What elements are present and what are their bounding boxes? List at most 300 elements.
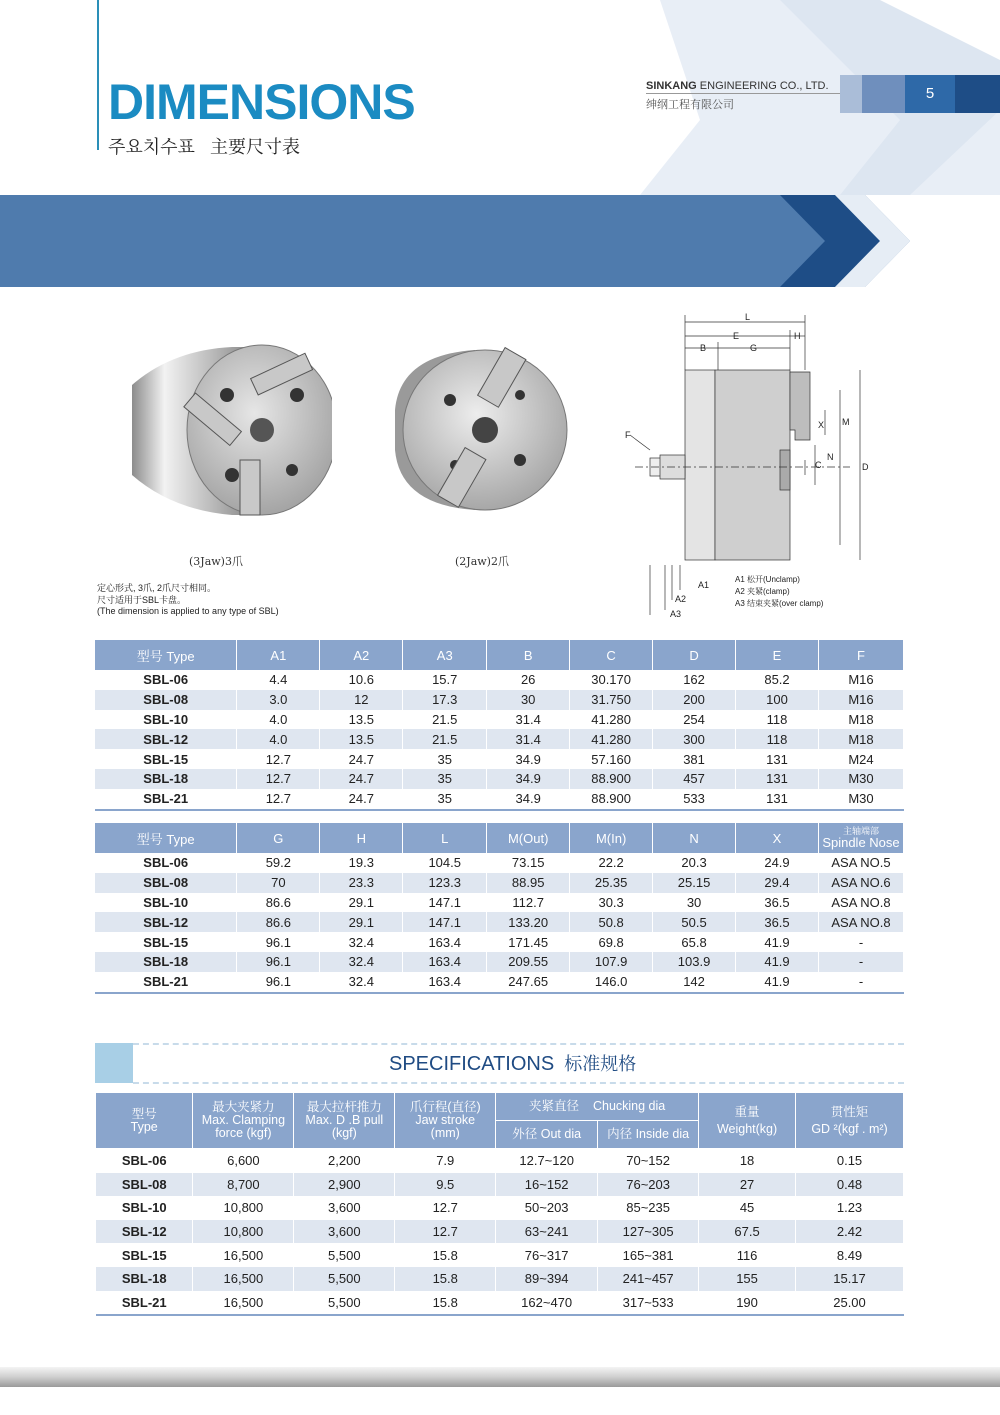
spec-header-weight — [699, 1093, 796, 1149]
table-row — [95, 670, 904, 690]
table-cell: 3,600 — [294, 1196, 395, 1220]
table-cell: ASA NO.8 — [818, 912, 903, 932]
table-cell: - — [818, 952, 903, 972]
table-cell: 5,500 — [294, 1291, 395, 1316]
table-cell: 12.7 — [395, 1196, 496, 1220]
table-cell: 2.42 — [796, 1220, 904, 1244]
table-cell: 27 — [699, 1173, 796, 1197]
svg-text:A1: A1 — [698, 580, 710, 590]
svg-text:X: X — [818, 420, 825, 430]
company-name-rest: ENGINEERING CO., LTD. — [696, 80, 829, 92]
col-header: A1 — [237, 640, 320, 670]
table-cell: 2,900 — [294, 1173, 395, 1197]
table-cell: 2,200 — [294, 1149, 395, 1173]
table-row — [95, 710, 904, 730]
model-cell: SBL-15 — [95, 749, 237, 769]
table-cell: M30 — [818, 789, 903, 810]
table-cell: 0.15 — [796, 1149, 904, 1173]
table-cell: 107.9 — [570, 952, 653, 972]
table-cell: 96.1 — [237, 952, 320, 972]
table-cell: 123.3 — [403, 873, 487, 893]
table-row — [96, 1220, 904, 1244]
table-cell: 131 — [736, 769, 819, 789]
table-cell: 31.750 — [570, 690, 653, 710]
table-header-row — [95, 823, 904, 853]
table-header-row — [95, 640, 904, 670]
model-cell: SBL-06 — [95, 853, 237, 873]
col-header: D — [653, 640, 736, 670]
table-cell: 133.20 — [487, 912, 570, 932]
table-cell: 163.4 — [403, 972, 487, 993]
table-row — [95, 972, 904, 993]
table-cell: 35 — [403, 749, 487, 769]
technical-drawing — [620, 310, 880, 630]
spec-header-stroke — [395, 1093, 496, 1149]
table-cell: 30 — [487, 690, 570, 710]
table-cell: 13.5 — [320, 710, 403, 730]
table-cell: 8.49 — [796, 1243, 904, 1267]
model-cell: SBL-15 — [95, 932, 237, 952]
table-cell: 31.4 — [487, 729, 570, 749]
table-cell: 3,600 — [294, 1220, 395, 1244]
svg-text:G: G — [750, 343, 758, 353]
table-cell: 12.7 — [237, 789, 320, 810]
table-row — [95, 873, 904, 893]
spec-header-chucking — [496, 1093, 699, 1121]
table-cell: 12 — [320, 690, 403, 710]
model-cell: SBL-08 — [95, 873, 237, 893]
svg-text:A2: A2 — [675, 594, 687, 604]
table-cell: 89~394 — [496, 1267, 598, 1291]
table-cell: M18 — [818, 729, 903, 749]
table-cell: 247.65 — [487, 972, 570, 993]
table-cell: 21.5 — [403, 710, 487, 730]
table-cell: 32.4 — [320, 952, 403, 972]
model-cell: SBL-21 — [95, 789, 237, 810]
banner-strip — [0, 195, 1000, 287]
table-cell: 15.8 — [395, 1267, 496, 1291]
spec-divider-bottom — [133, 1082, 904, 1084]
table-cell: 96.1 — [237, 972, 320, 993]
table-cell: 165~381 — [598, 1243, 699, 1267]
table-cell: 15.8 — [395, 1243, 496, 1267]
page-number: 5 — [905, 75, 955, 113]
caption-2jaw: (2Jaw)2爪 — [455, 555, 509, 568]
table-cell: M30 — [818, 769, 903, 789]
table-cell: 3.0 — [237, 690, 320, 710]
table-cell: 36.5 — [736, 912, 819, 932]
table-cell: 100 — [736, 690, 819, 710]
page-title: DIMENSIONS — [108, 74, 415, 130]
page-tab-dark — [955, 75, 1000, 113]
table-cell: 24.7 — [320, 789, 403, 810]
table-cell: 30 — [653, 893, 736, 913]
model-cell: SBL-12 — [95, 912, 237, 932]
table-cell: 381 — [653, 749, 736, 769]
table-cell: 70 — [237, 873, 320, 893]
table-cell: 26 — [487, 670, 570, 690]
table-cell: 21.5 — [403, 729, 487, 749]
table-cell: 86.6 — [237, 912, 320, 932]
table-cell: 41.9 — [736, 932, 819, 952]
caption-3jaw: (3Jaw)3爪 — [189, 555, 243, 568]
table-row — [95, 769, 904, 789]
table-cell: 23.3 — [320, 873, 403, 893]
header-accent-line — [97, 0, 99, 150]
table-row — [95, 729, 904, 749]
header-text: Max. D .B pull — [305, 1113, 384, 1127]
col-header: A2 — [320, 640, 403, 670]
col-header: M(In) — [570, 823, 653, 853]
table-cell: - — [818, 932, 903, 952]
table-cell: 4.0 — [237, 710, 320, 730]
table-cell: 103.9 — [653, 952, 736, 972]
company-name-bold: SINKANG — [646, 80, 697, 92]
model-cell: SBL-10 — [96, 1196, 193, 1220]
model-cell: SBL-10 — [95, 710, 237, 730]
header-text: (kgf) — [331, 1126, 357, 1140]
table-cell: 533 — [653, 789, 736, 810]
model-cell: SBL-12 — [96, 1220, 193, 1244]
svg-text:B: B — [700, 343, 707, 353]
table-cell: 163.4 — [403, 932, 487, 952]
table-cell: 22.2 — [570, 853, 653, 873]
table-cell: 70~152 — [598, 1149, 699, 1173]
table-row — [95, 912, 904, 932]
table-cell: 9.5 — [395, 1173, 496, 1197]
table-cell: 96.1 — [237, 932, 320, 952]
header-text: force (kgf) — [215, 1126, 272, 1140]
table-cell: 12.7 — [237, 749, 320, 769]
col-header: X — [736, 823, 819, 853]
dimensions-table-1 — [95, 640, 904, 811]
table-cell: 163.4 — [403, 952, 487, 972]
table-cell: 45 — [699, 1196, 796, 1220]
table-cell: 457 — [653, 769, 736, 789]
table-cell: 50.5 — [653, 912, 736, 932]
table-cell: 24.7 — [320, 749, 403, 769]
header-text: Type — [130, 1119, 158, 1134]
col-header: A3 — [403, 640, 487, 670]
table-cell: 59.2 — [237, 853, 320, 873]
svg-text:A2 夹紧(clamp): A2 夹紧(clamp) — [735, 587, 790, 596]
table-cell: 25.35 — [570, 873, 653, 893]
table-cell: 76~203 — [598, 1173, 699, 1197]
header-text: Jaw stroke — [415, 1113, 476, 1127]
table-cell: 50.8 — [570, 912, 653, 932]
note-line: 尺寸适用于SBL卡盘。 — [97, 594, 187, 605]
table-cell: 35 — [403, 769, 487, 789]
table-cell: M16 — [818, 670, 903, 690]
header-text: Chucking dia — [592, 1099, 666, 1113]
svg-text:C: C — [815, 460, 822, 470]
table-cell: 29.1 — [320, 912, 403, 932]
table-cell: 5,500 — [294, 1243, 395, 1267]
table-cell: M24 — [818, 749, 903, 769]
header-text: 重量 — [734, 1104, 760, 1119]
table-cell: 41.9 — [736, 952, 819, 972]
col-header: N — [653, 823, 736, 853]
table-cell: 16~152 — [496, 1173, 598, 1197]
table-cell: 12.7 — [237, 769, 320, 789]
table-cell: ASA NO.5 — [818, 853, 903, 873]
chuck-3jaw-photo — [112, 325, 332, 525]
table-cell: 29.1 — [320, 893, 403, 913]
header-text: 型号 — [131, 1106, 157, 1121]
table-cell: 15.17 — [796, 1267, 904, 1291]
table-cell: 12.7 — [395, 1220, 496, 1244]
table-cell: 41.280 — [570, 710, 653, 730]
table-cell: 171.45 — [487, 932, 570, 952]
table-cell: 88.900 — [570, 789, 653, 810]
table-cell: ASA NO.6 — [818, 873, 903, 893]
col-header: L — [403, 823, 487, 853]
table-cell: 19.3 — [320, 853, 403, 873]
table-cell: 6,600 — [193, 1149, 294, 1173]
table-cell: 20.3 — [653, 853, 736, 873]
table-cell: 88.95 — [487, 873, 570, 893]
table-cell: 41.280 — [570, 729, 653, 749]
header-text: 夹紧直径 — [529, 1099, 580, 1113]
page-tab-mid — [862, 75, 905, 113]
table-row — [96, 1196, 904, 1220]
subtitle-korean: 주요치수표 — [108, 137, 195, 157]
table-cell: 30.3 — [570, 893, 653, 913]
table-cell: 127~305 — [598, 1220, 699, 1244]
table-cell: 112.7 — [487, 893, 570, 913]
table-cell: 85~235 — [598, 1196, 699, 1220]
spec-header-row-1 — [96, 1093, 904, 1121]
table-cell: 300 — [653, 729, 736, 749]
col-header: B — [487, 640, 570, 670]
spec-header-type — [96, 1093, 193, 1149]
table-row — [96, 1291, 904, 1316]
table-cell: 63~241 — [496, 1220, 598, 1244]
table-cell: 15.7 — [403, 670, 487, 690]
table-cell: 73.15 — [487, 853, 570, 873]
table-cell: 24.7 — [320, 769, 403, 789]
table-cell: 147.1 — [403, 893, 487, 913]
svg-text:N: N — [827, 452, 834, 462]
table-cell: 162 — [653, 670, 736, 690]
table-cell: 104.5 — [403, 853, 487, 873]
header-text: 最大夹紧力 — [212, 1100, 275, 1114]
company-name — [646, 79, 829, 93]
table-cell: 15.8 — [395, 1291, 496, 1316]
table-cell: 209.55 — [487, 952, 570, 972]
model-cell: SBL-06 — [96, 1149, 193, 1173]
table-cell: 146.0 — [570, 972, 653, 993]
footer-bar — [0, 1367, 1000, 1387]
table-cell: 86.6 — [237, 893, 320, 913]
table-cell: 155 — [699, 1267, 796, 1291]
model-cell: SBL-10 — [95, 893, 237, 913]
model-cell: SBL-21 — [95, 972, 237, 993]
spec-title-en: SPECIFICATIONS — [389, 1053, 555, 1075]
table-cell: 10,800 — [193, 1196, 294, 1220]
table-cell: 29.4 — [736, 873, 819, 893]
model-cell: SBL-15 — [96, 1243, 193, 1267]
table-cell: 32.4 — [320, 932, 403, 952]
table-cell: M18 — [818, 710, 903, 730]
spec-header-out-dia: 外径 Out dia — [496, 1121, 598, 1149]
svg-text:A3: A3 — [670, 609, 682, 619]
photo-note — [97, 583, 279, 618]
model-cell: SBL-21 — [96, 1291, 193, 1316]
table-cell: 67.5 — [699, 1220, 796, 1244]
table-cell: 8,700 — [193, 1173, 294, 1197]
table-cell: 190 — [699, 1291, 796, 1316]
col-header: G — [237, 823, 320, 853]
spindle-header-cn: 主轴端部 — [842, 826, 879, 836]
col-header: E — [736, 640, 819, 670]
col-header-spindle — [818, 823, 903, 853]
table-cell: 65.8 — [653, 932, 736, 952]
header-text: Weight(kg) — [716, 1121, 778, 1136]
svg-text:L: L — [745, 312, 751, 322]
model-cell: SBL-18 — [95, 952, 237, 972]
table-cell: 118 — [736, 710, 819, 730]
table-cell: 4.0 — [237, 729, 320, 749]
company-name-chinese: 绅纲工程有限公司 — [646, 98, 734, 111]
specifications-table — [96, 1093, 904, 1316]
table-cell: 85.2 — [736, 670, 819, 690]
company-underline — [646, 93, 846, 94]
note-line: (The dimension is applied to any type of SBL) — [97, 606, 279, 616]
table-row — [95, 749, 904, 769]
table-cell: 131 — [736, 789, 819, 810]
table-cell: 4.4 — [237, 670, 320, 690]
model-cell: SBL-08 — [96, 1173, 193, 1197]
col-header: C — [570, 640, 653, 670]
page-subtitle — [108, 136, 300, 158]
col-header: H — [320, 823, 403, 853]
table-cell: 76~317 — [496, 1243, 598, 1267]
table-row — [95, 932, 904, 952]
table-cell: 34.9 — [487, 769, 570, 789]
table-cell: 5,500 — [294, 1267, 395, 1291]
model-cell: SBL-12 — [95, 729, 237, 749]
table-cell: 16,500 — [193, 1291, 294, 1316]
spec-section-marker — [95, 1043, 133, 1083]
svg-text:A1 松开(Unclamp): A1 松开(Unclamp) — [735, 575, 800, 584]
table-cell: 25.15 — [653, 873, 736, 893]
spec-header-inertia — [796, 1093, 904, 1149]
spec-header-clamp — [193, 1093, 294, 1149]
table-cell: 57.160 — [570, 749, 653, 769]
table-cell: 10.6 — [320, 670, 403, 690]
spec-divider-top — [133, 1043, 904, 1045]
table-cell: 12.7~120 — [496, 1149, 598, 1173]
table-cell: 30.170 — [570, 670, 653, 690]
table-cell: 50~203 — [496, 1196, 598, 1220]
table-cell: ASA NO.8 — [818, 893, 903, 913]
table-row — [95, 952, 904, 972]
table-cell: 69.8 — [570, 932, 653, 952]
spindle-header-en: Spindle Nose — [822, 835, 900, 850]
table-cell: 131 — [736, 749, 819, 769]
table-cell: 41.9 — [736, 972, 819, 993]
col-header: F — [818, 640, 903, 670]
table-cell: 200 — [653, 690, 736, 710]
spec-header-in-dia: 内径 Inside dia — [598, 1121, 699, 1149]
table-cell: - — [818, 972, 903, 993]
table-row — [95, 853, 904, 873]
svg-text:F: F — [625, 430, 631, 440]
table-cell: 31.4 — [487, 710, 570, 730]
table-row — [96, 1173, 904, 1197]
model-cell: SBL-18 — [95, 769, 237, 789]
col-header: 型号 Type — [95, 640, 237, 670]
table-cell: 0.48 — [796, 1173, 904, 1197]
table-row — [96, 1149, 904, 1173]
table-cell: 17.3 — [403, 690, 487, 710]
table-cell: 18 — [699, 1149, 796, 1173]
table-cell: 10,800 — [193, 1220, 294, 1244]
table-cell: 16,500 — [193, 1267, 294, 1291]
header-text: 贯性矩 — [830, 1104, 869, 1119]
table-row — [95, 789, 904, 810]
table-cell: 254 — [653, 710, 736, 730]
note-line: 定心形式, 3爪, 2爪尺寸相同。 — [97, 583, 217, 593]
table-cell: 13.5 — [320, 729, 403, 749]
svg-text:D: D — [862, 462, 869, 472]
table-cell: 35 — [403, 789, 487, 810]
header-text: Max. Clamping — [201, 1113, 286, 1127]
table-row — [96, 1267, 904, 1291]
table-cell: 34.9 — [487, 789, 570, 810]
dimensions-table-2 — [95, 823, 904, 994]
col-header: 型号 Type — [95, 823, 237, 853]
spec-header-pull — [294, 1093, 395, 1149]
svg-text:E: E — [733, 331, 740, 341]
table-cell: 34.9 — [487, 749, 570, 769]
subtitle-chinese: 主要尺寸表 — [209, 137, 300, 157]
table-cell: 147.1 — [403, 912, 487, 932]
table-cell: 241~457 — [598, 1267, 699, 1291]
chuck-2jaw-photo — [380, 340, 570, 515]
table-cell: 162~470 — [496, 1291, 598, 1316]
table-cell: M16 — [818, 690, 903, 710]
table-cell: 118 — [736, 729, 819, 749]
table-row — [96, 1243, 904, 1267]
table-cell: 16,500 — [193, 1243, 294, 1267]
header-text: 爪行程(直径) — [409, 1100, 481, 1114]
page-tab-light — [840, 75, 862, 113]
model-cell: SBL-18 — [96, 1267, 193, 1291]
svg-text:H: H — [794, 331, 801, 341]
table-cell: 36.5 — [736, 893, 819, 913]
header-text: GD ²(kgf . m²) — [811, 1121, 888, 1136]
table-cell: 142 — [653, 972, 736, 993]
table-cell: 24.9 — [736, 853, 819, 873]
table-row — [95, 893, 904, 913]
table-row — [95, 690, 904, 710]
spec-section-title — [389, 1050, 636, 1076]
spec-title-cn: 标准规格 — [564, 1054, 637, 1074]
svg-text:M: M — [842, 417, 850, 427]
model-cell: SBL-06 — [95, 670, 237, 690]
header-text: 最大拉杆推力 — [306, 1100, 382, 1114]
table-cell: 116 — [699, 1243, 796, 1267]
table-cell: 88.900 — [570, 769, 653, 789]
table-cell: 32.4 — [320, 972, 403, 993]
model-cell: SBL-08 — [95, 690, 237, 710]
svg-text:A3 结束夹紧(over clamp): A3 结束夹紧(over clamp) — [735, 599, 824, 608]
table-cell: 7.9 — [395, 1149, 496, 1173]
table-cell: 317~533 — [598, 1291, 699, 1316]
table-cell: 25.00 — [796, 1291, 904, 1316]
